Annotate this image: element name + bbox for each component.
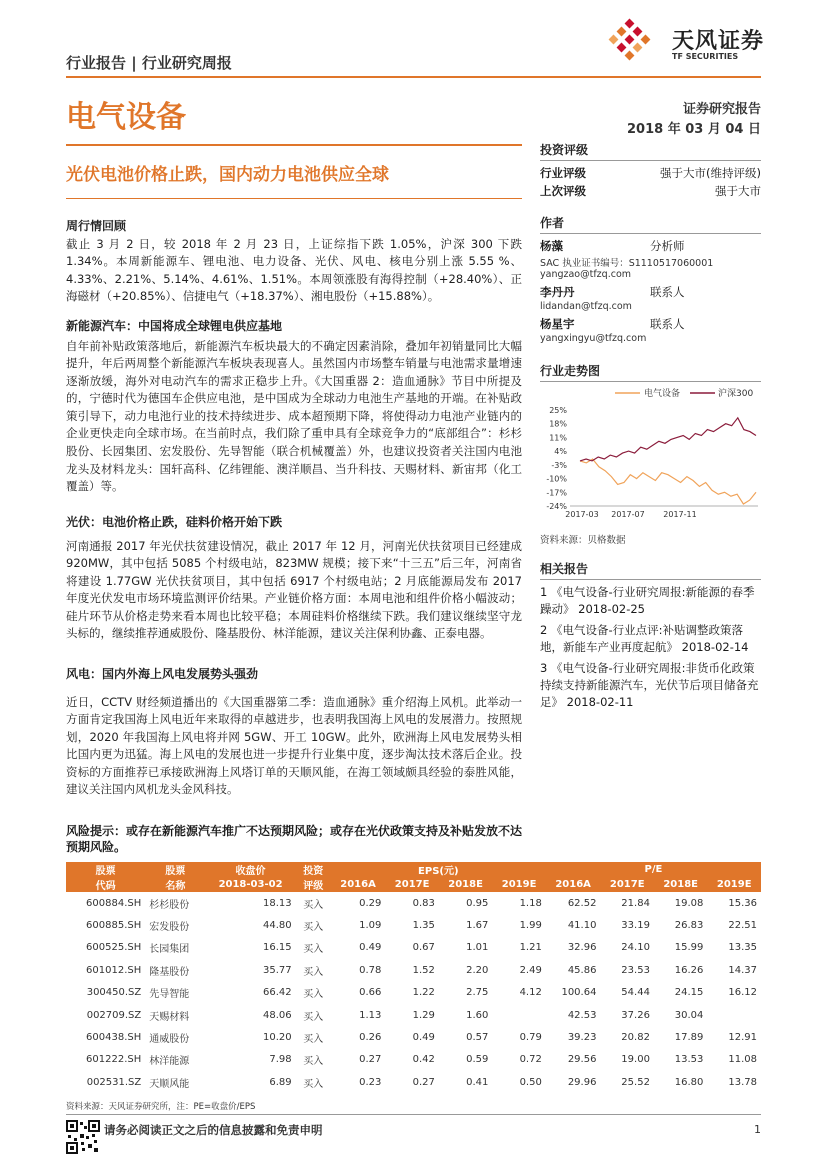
section-text: 河南通报 2017 年光伏扶贫建设情况，截止 2017 年 12 月，河南光伏扶贫项目已经建成 920MW，其中包括 5085 个村级电站，823MW 规模；接下来“十三五”后三年，河南省将建设 1.77GW 光伏扶贫项目，其中包括 6917 个村级电站；2 月底能源局发布 2017 年度光伏发电市场环境监测评价结果。产业链价格方面：本周电池和组件价格小幅波动；硅片环节从价格走势来看本周也比较平稳；本周硅料价格继续下跌。我们建议继续坚守龙头标的，继续推荐通威股份、隆基股份、林洋能源，建议关注保利协鑫、正泰电器。: [66, 538, 522, 641]
table-cell: 0.66: [359, 987, 382, 999]
table-cell: 0.72: [519, 1054, 542, 1066]
table-cell: 1.67: [466, 920, 489, 932]
author-name: 杨藻: [540, 239, 563, 253]
table-cell: 0.83: [412, 897, 435, 909]
th-eps: EPS(元): [331, 862, 546, 877]
th-sub: 代码: [66, 877, 145, 892]
table-cell: 0.41: [466, 1076, 489, 1088]
th-sub: 2019E: [492, 877, 545, 892]
table-cell: 1.09: [359, 920, 382, 932]
table-cell: 1.22: [412, 987, 435, 999]
table-cell: 宏发股份: [149, 922, 190, 934]
table-cell: 11.08: [728, 1054, 757, 1066]
table-cell: 100.64: [561, 987, 597, 999]
table-cell: 16.26: [674, 964, 704, 976]
table-cell: 13.35: [728, 942, 757, 954]
table-cell: 买入: [303, 944, 324, 956]
table-cell: 20.82: [621, 1032, 650, 1044]
table-cell: 601222.SH: [86, 1054, 142, 1066]
authors-panel: [540, 214, 761, 344]
th-sub: 2019E: [707, 877, 761, 892]
table-cell: 41.10: [567, 920, 597, 932]
divider: [540, 579, 761, 580]
table-cell: 2.75: [466, 987, 489, 999]
table-cell: 29.96: [567, 1076, 597, 1088]
table-cell: 0.23: [359, 1076, 382, 1088]
table-cell: 16.80: [674, 1076, 704, 1088]
table-cell: 54.44: [621, 987, 650, 999]
table-cell: 14.37: [728, 964, 757, 976]
related-report-item[interactable]: 1 《电气设备-行业研究周报:新能源的春季躁动》 2018-02-25: [540, 585, 755, 616]
section-heading: 周行情回顾: [66, 219, 127, 233]
trend-source: 资料来源：贝格数据: [540, 535, 626, 546]
table-source: 资料来源：天风证券研究所，注：PE=收盘价/EPS: [66, 1102, 256, 1112]
y-tick-label: 11%: [549, 433, 567, 443]
report-subtitle: 光伏电池价格止跌，国内动力电池供应全球: [66, 165, 389, 185]
section-text: 自年前补贴政策落地后，新能源汽车板块最大的不确定因素消除，叠加年初销量同比大幅提升，年后两周整个新能源汽车板块表现喜人。虽然国内市场整车销量与电池需求量增速逐渐放缓，海外对电动汽车的需求正稳步上升。《大国重器 2：造血通脉》节目中所提及的，宁德时代为德国车企供应电池，是中国成为全球动力电池生产基地的开端。在补贴政策引导下，动力电池行业的技术持续进步、成本超预期下降，将使得动力电池产业链内的企业更快走向全球市场。在当前时点，我们除了重申具有全球竞争力的“底部组合”：杉杉股份、长园集团、宏发股份、先导智能（联合机械覆盖）外，也建议投资者关注国内电池龙头及材料龙头：国轩高科、亿纬锂能、澳洋顺昌、当升科技、天赐材料、新宙邦（化工覆盖）等。: [66, 338, 522, 494]
table-cell: 0.95: [466, 897, 489, 909]
section-heading: 风电：国内外海上风电发展势头强劲: [66, 667, 259, 681]
y-tick-label: -3%: [551, 460, 567, 470]
disclaimer: 请务必阅读正文之后的信息披露和免责申明: [104, 1123, 323, 1137]
th-code: 股票: [66, 862, 145, 877]
table-cell: 600884.SH: [86, 897, 142, 909]
section-wind: [66, 666, 522, 799]
th-sub: 2018E: [654, 877, 707, 892]
author-email[interactable]: yangzao@tfzq.com: [540, 269, 632, 280]
table-cell: 19.00: [621, 1054, 650, 1066]
legend-label-electrical: 电气设备: [644, 389, 681, 399]
table-cell: 1.18: [519, 897, 542, 909]
table-cell: 42.53: [567, 1009, 597, 1021]
table-cell: 45.86: [567, 964, 597, 976]
authors-heading: 作者: [540, 216, 565, 230]
table-cell: 600885.SH: [86, 920, 142, 932]
y-tick-label: 4%: [554, 447, 567, 457]
logo-english: TF SECURITIES: [672, 52, 739, 61]
th-price: 收盘价: [205, 862, 295, 877]
y-tick-label: -17%: [546, 488, 567, 498]
industry-title: 电气设备: [66, 100, 186, 135]
table-cell: 1.21: [519, 942, 542, 954]
trend-chart: [540, 384, 761, 524]
author-cert: SAC 执业证书编号：S1110517060001: [540, 258, 714, 269]
table-cell: 13.78: [728, 1076, 757, 1088]
table-cell: 买入: [303, 899, 324, 911]
table-cell: 1.35: [412, 920, 435, 932]
stock-table: [66, 862, 761, 1094]
table-cell: 买入: [303, 922, 324, 934]
table-cell: 0.57: [466, 1032, 489, 1044]
author-role: 联系人: [650, 317, 685, 331]
th-sub: 评级: [296, 877, 331, 892]
author-email[interactable]: yangxingyu@tfzq.com: [540, 333, 647, 344]
table-cell: 33.19: [621, 920, 650, 932]
trend-heading: 行业走势图: [540, 364, 601, 378]
table-cell: 24.10: [621, 942, 650, 954]
table-cell: 23.53: [621, 964, 650, 976]
table-cell: 10.20: [263, 1032, 292, 1044]
y-tick-label: -24%: [546, 502, 567, 511]
rating-panel: [540, 141, 761, 201]
table-cell: 6.89: [269, 1076, 292, 1088]
table-cell: 15.36: [728, 897, 757, 909]
table-cell: 买入: [303, 1011, 324, 1023]
table-cell: 32.96: [567, 942, 597, 954]
th-rating: 投资: [296, 862, 331, 877]
table-cell: 15.99: [674, 942, 704, 954]
table-cell: 1.13: [359, 1009, 382, 1021]
table-cell: 0.78: [359, 964, 382, 976]
table-cell: 0.26: [359, 1032, 382, 1044]
x-tick-label: 2017-07: [611, 510, 645, 519]
divider: [540, 160, 761, 161]
author-email[interactable]: lidandan@tfzq.com: [540, 301, 632, 312]
table-cell: 7.98: [269, 1054, 292, 1066]
table-row: [66, 959, 761, 981]
table-cell: [707, 1004, 761, 1026]
x-tick-label: 2017-11: [663, 510, 697, 519]
series-line-hs300: [580, 418, 756, 461]
table-cell: 隆基股份: [149, 966, 190, 978]
table-cell: 0.27: [412, 1076, 435, 1088]
table-cell: 26.83: [674, 920, 704, 932]
table-cell: [492, 1004, 545, 1026]
table-cell: 18.13: [263, 897, 292, 909]
page-number: 1: [754, 1123, 761, 1136]
table-cell: 1.52: [412, 964, 435, 976]
section-text: 近日，CCTV 财经频道播出的《大国重器第二季：造血通脉》重介绍海上风机。此举动一方面肯定我国海上风电近年来取得的卓越进步，也表明我国海上风电的发展潜力。按照规划，2020 年我国海上风电将并网 5GW、开工 10GW。此外，欧洲海上风电发展势头相比国内更为迅猛。海上风电的发展也进一步提升行业集中度，逐步淘汰技术落后企业。投资标的方面推荐已承接欧洲海上风塔订单的天顺风能，在海工领域颇具经验的泰胜风能，建议关注国内风机龙头金风科技。: [66, 694, 522, 797]
x-tick-label: 2017-03: [565, 510, 599, 519]
table-row: [66, 1026, 761, 1048]
author-name: 杨星宇: [540, 317, 575, 331]
table-cell: 通威股份: [149, 1034, 190, 1046]
table-cell: 22.51: [728, 920, 757, 932]
table-row: [66, 1004, 761, 1026]
table-cell: 买入: [303, 1056, 324, 1068]
rating-heading: 投资评级: [540, 143, 589, 157]
prev-rating-label: 上次评级: [540, 184, 586, 198]
table-cell: 1.29: [412, 1009, 435, 1021]
table-cell: 16.12: [728, 987, 757, 999]
table-cell: 0.27: [359, 1054, 382, 1066]
table-cell: 1.01: [466, 942, 489, 954]
table-row: [66, 1049, 761, 1071]
table-cell: 林洋能源: [149, 1056, 190, 1068]
author-role: 分析师: [650, 239, 685, 253]
series-line-electrical: [580, 459, 756, 504]
table-cell: 12.91: [728, 1032, 757, 1044]
table-cell: 25.52: [621, 1076, 650, 1088]
report-date: 2018 年 03 月 04 日: [627, 122, 761, 137]
prev-rating-value: 强于大市: [715, 184, 761, 198]
table-cell: 16.15: [263, 942, 292, 954]
table-row: [66, 1071, 761, 1093]
table-cell: 21.84: [621, 897, 650, 909]
table-cell: 601012.SH: [86, 964, 142, 976]
table-cell: 买入: [303, 966, 324, 978]
header-rule: [66, 76, 761, 78]
table-row: [66, 982, 761, 1004]
th-pe: P/E: [546, 862, 761, 877]
table-cell: 0.59: [466, 1054, 489, 1066]
table-header-row: [66, 862, 761, 877]
table-cell: 0.49: [412, 1032, 435, 1044]
table-cell: 0.50: [519, 1076, 542, 1088]
author-role: 联系人: [650, 285, 685, 299]
section-text: 截止 3 月 2 日，较 2018 年 2 月 23 日，上证综指下跌 1.05%，沪深 300 下跌 1.34%。本周新能源车、锂电池、电力设备、光伏、风电、核电分别上涨 5.55 %、4.33%、2.21%、5.14%、4.61%、1.51%。本周领涨股有海得控制（+28.40%）、正海磁材（+20.85%）、信捷电气（+18.37%）、湘电股份（+15.88%）。: [66, 236, 522, 304]
table-cell: 44.80: [263, 920, 292, 932]
th-sub: 2018-03-02: [205, 877, 295, 892]
section-heading: 光伏：电池价格止跌，硅料价格开始下跌: [66, 515, 283, 529]
table-cell: 买入: [303, 1034, 324, 1046]
table-cell: 天赐材料: [149, 1011, 190, 1023]
table-cell: 2.20: [466, 964, 489, 976]
table-cell: 杉杉股份: [149, 899, 190, 911]
th-sub: 2016A: [546, 877, 601, 892]
table-cell: 买入: [303, 989, 324, 1001]
divider: [540, 381, 761, 382]
table-cell: 62.52: [567, 897, 597, 909]
table-cell: 39.23: [567, 1032, 597, 1044]
table-cell: 48.06: [263, 1009, 292, 1021]
table-cell: 0.79: [519, 1032, 542, 1044]
industry-rating-label: 行业评级: [540, 166, 586, 180]
y-tick-label: 25%: [549, 406, 567, 415]
y-tick-label: 18%: [549, 419, 567, 429]
author-name: 李丹丹: [540, 285, 575, 299]
table-row: [66, 892, 761, 914]
table-cell: 先导智能: [149, 989, 190, 1001]
table-cell: 300450.SZ: [86, 987, 142, 999]
table-cell: 35.77: [263, 964, 292, 976]
section-ev: [66, 318, 522, 496]
table-cell: 29.56: [567, 1054, 597, 1066]
table-row: [66, 914, 761, 936]
table-cell: 37.26: [621, 1009, 650, 1021]
section-heading: 新能源汽车：中国将成全球锂电供应基地: [66, 319, 283, 333]
report-type: 证券研究报告: [682, 102, 761, 117]
logo-mark-icon: [609, 19, 651, 61]
th-name: 股票: [145, 862, 205, 877]
table-cell: 600438.SH: [86, 1032, 142, 1044]
title-rule: [66, 144, 522, 146]
section-weekly-review: [66, 218, 522, 306]
related-report-item[interactable]: 3 《电气设备-行业研究周报:非货币化政策持续支持新能源汽车，光伏节后项目储备充足》 2018-02-11: [540, 661, 759, 709]
table-cell: 0.42: [412, 1054, 435, 1066]
table-cell: 1.99: [519, 920, 542, 932]
table-cell: 30.04: [674, 1009, 704, 1021]
th-sub: 2017E: [600, 877, 653, 892]
table-cell: 600525.SH: [86, 942, 142, 954]
logo-name: 天风证券: [672, 29, 765, 54]
related-panel: [540, 560, 761, 711]
table-cell: 2.49: [519, 964, 542, 976]
table-cell: 66.42: [263, 987, 292, 999]
qr-code-icon: [66, 1120, 100, 1154]
table-cell: 17.89: [674, 1032, 704, 1044]
industry-rating-value: 强于大市(维持评级): [660, 166, 761, 180]
y-tick-label: -10%: [546, 474, 567, 484]
table-cell: 1.60: [466, 1009, 489, 1021]
th-sub: 名称: [145, 877, 205, 892]
table-subheader-row: [66, 877, 761, 892]
table-cell: 买入: [303, 1078, 324, 1090]
legend-label-hs300: 沪深300: [718, 389, 754, 399]
table-cell: 13.53: [674, 1054, 704, 1066]
related-report-item[interactable]: 2 《电气设备-行业点评:补贴调整政策落地，新能车产业再度起航》 2018-02-14: [540, 623, 749, 654]
report-category: 行业报告 | 行业研究周报: [66, 54, 232, 72]
risk-warning: 风险提示：或存在新能源汽车推广不达预期风险；或存在光伏政策支持及补贴发放不达预期风险。: [66, 824, 523, 854]
table-cell: 天顺风能: [149, 1078, 190, 1090]
table-cell: 长园集团: [149, 944, 190, 956]
th-sub: 2016A: [331, 877, 386, 892]
table-cell: 0.49: [359, 942, 382, 954]
th-sub: 2018E: [439, 877, 492, 892]
table-row: [66, 937, 761, 959]
trend-panel: [540, 362, 761, 382]
table-cell: 002709.SZ: [86, 1009, 142, 1021]
th-sub: 2017E: [385, 877, 438, 892]
divider: [540, 233, 761, 234]
table-cell: 19.08: [674, 897, 704, 909]
table-cell: 4.12: [519, 987, 542, 999]
related-heading: 相关报告: [540, 562, 589, 576]
section-pv: [66, 514, 522, 643]
subtitle-rule: [66, 198, 522, 199]
table-cell: 002531.SZ: [86, 1076, 142, 1088]
table-cell: 24.15: [674, 987, 704, 999]
table-cell: 0.67: [412, 942, 435, 954]
footer-rule: [66, 1114, 761, 1115]
table-cell: 0.29: [359, 897, 382, 909]
